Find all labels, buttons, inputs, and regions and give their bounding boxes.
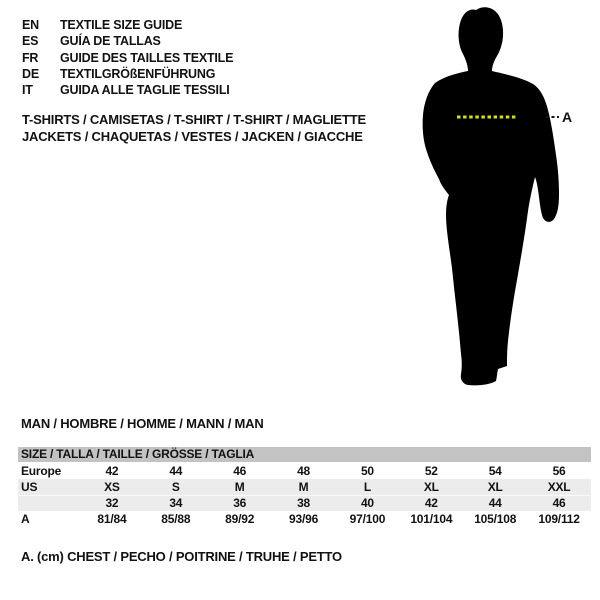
size-cell: 50 xyxy=(360,464,374,478)
row-label: A xyxy=(21,512,30,526)
size-cell: 105/108 xyxy=(474,512,517,526)
language-code: EN xyxy=(22,18,39,32)
language-title: TEXTILE SIZE GUIDE xyxy=(60,18,183,32)
size-cell: 32 xyxy=(105,496,119,510)
size-cell: M xyxy=(298,480,309,494)
gender-title: MAN / HOMBRE / HOMME / MANN / MAN xyxy=(21,416,264,431)
size-cell: 52 xyxy=(424,464,438,478)
table-row-europe xyxy=(18,463,591,479)
language-title: GUÍA DE TALLAS xyxy=(60,34,161,49)
size-cell: 81/84 xyxy=(97,512,127,526)
row-label xyxy=(18,495,80,511)
size-cell: L xyxy=(363,480,371,494)
size-cell: 54 xyxy=(488,464,502,478)
language-code: FR xyxy=(22,50,39,65)
size-cell: 38 xyxy=(297,496,311,510)
table-row-us xyxy=(18,479,591,495)
size-cell: XXL xyxy=(547,480,571,494)
language-row xyxy=(22,66,233,82)
size-cell: 93/96 xyxy=(289,512,319,526)
language-row xyxy=(22,33,233,49)
size-cell: 44 xyxy=(488,496,502,510)
size-cell: 40 xyxy=(360,496,374,510)
language-title: GUIDE DES TAILLES TEXTILE xyxy=(60,50,234,65)
size-table xyxy=(18,447,591,527)
size-cell: S xyxy=(171,480,180,494)
row-label: Europe xyxy=(21,464,62,478)
category-line-jackets: JACKETS / CHAQUETAS / VESTES / JACKEN / GIACCHE xyxy=(22,129,363,144)
size-cell: XL xyxy=(487,480,503,494)
size-cell: 42 xyxy=(424,496,438,510)
size-cell: 109/112 xyxy=(538,512,580,526)
measure-label-a: A xyxy=(562,109,572,125)
size-cell: 56 xyxy=(552,464,566,478)
category-lines xyxy=(22,111,366,145)
size-cell: 44 xyxy=(169,464,183,478)
category-line-tshirts: T-SHIRTS / CAMISETAS / T-SHIRT / T-SHIRT / MAGLIETTE xyxy=(22,112,366,127)
size-cell: 48 xyxy=(297,464,311,478)
man-silhouette-shape xyxy=(423,7,559,385)
size-cell: 36 xyxy=(233,496,247,510)
table-row-chest xyxy=(18,511,591,527)
language-title: TEXTILGRÖßENFÜHRUNG xyxy=(60,66,216,81)
language-code: ES xyxy=(22,34,39,49)
size-cell: XS xyxy=(104,480,120,494)
language-list xyxy=(22,17,233,98)
language-row xyxy=(22,17,233,33)
language-row xyxy=(22,50,233,66)
size-cell: 46 xyxy=(552,496,566,510)
size-cell: 42 xyxy=(105,464,119,478)
size-cell: 101/104 xyxy=(410,512,453,526)
size-table-header-row xyxy=(18,447,591,462)
size-cell: M xyxy=(234,480,245,494)
size-cell: 85/88 xyxy=(161,512,191,526)
size-cell: 89/92 xyxy=(225,512,255,526)
size-cell: XL xyxy=(423,480,439,494)
size-table-header-label: SIZE / TALLA / TAILLE / GRÖSSE / TAGLIA xyxy=(21,447,255,461)
table-row-us-numeric xyxy=(18,495,591,511)
size-cell: 97/100 xyxy=(349,512,386,526)
language-row xyxy=(22,82,233,98)
man-silhouette xyxy=(400,0,600,400)
size-cell: 34 xyxy=(169,496,183,510)
language-code: IT xyxy=(22,83,33,98)
row-label: US xyxy=(21,480,38,494)
language-title: GUIDA ALLE TAGLIE TESSILI xyxy=(60,83,230,98)
measurement-footnote: A. (cm) CHEST / PECHO / POITRINE / TRUHE / PETTO xyxy=(21,549,342,564)
language-code: DE xyxy=(22,66,39,81)
size-cell: 46 xyxy=(233,464,247,478)
